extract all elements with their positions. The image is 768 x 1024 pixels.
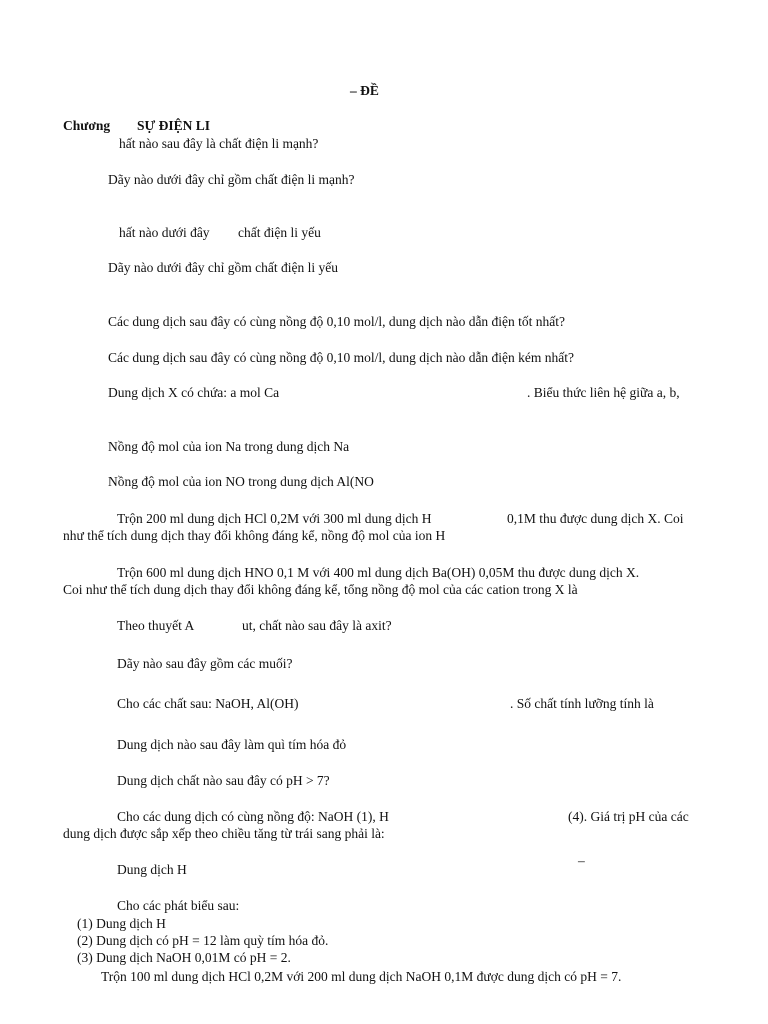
chapter-label: Chương [63,118,111,133]
question-10-part-b: 0,1M thu được dung dịch X. Coi [507,511,684,526]
question-10-part-c: như thể tích dung dịch thay đổi không đáng kể, nồng độ mol của ion H [63,528,446,543]
question-12-part-b: ut, chất nào sau đây là axit? [242,618,392,633]
statement-4: Trộn 100 ml dung dịch HCl 0,2M với 200 ml dung dịch NaOH 0,1M được dung dịch có pH = 7. [101,969,622,984]
question-17-part-c: dung dịch được sắp xếp theo chiều tăng từ trái sang phải là: [63,826,385,841]
question-18-part-a: Dung dịch H [117,862,187,877]
question-8: Nồng độ mol của ion Na trong dung dịch Na [108,439,350,454]
question-14-part-a: Cho các chất sau: NaOH, Al(OH) [117,696,299,711]
question-1: hất nào sau đây là chất điện li mạnh? [119,136,319,151]
question-9: Nồng độ mol của ion NO trong dung dịch Al(NO [108,474,374,489]
question-11-line-1: Trộn 600 ml dung dịch HNO 0,1 M với 400 ml dung dịch Ba(OH) 0,05M thu được dung dịch X. [117,565,640,580]
question-17-part-b: (4). Giá trị pH của các [568,809,689,824]
question-15: Dung dịch nào sau đây làm quì tím hóa đỏ [117,737,347,752]
question-16: Dung dịch chất nào sau đây có pH > 7? [117,773,330,788]
question-7-part-a: Dung dịch X có chứa: a mol Ca [108,385,280,400]
statement-3: (3) Dung dịch NaOH 0,01M có pH = 2. [77,950,291,965]
question-5: Các dung dịch sau đây có cùng nồng độ 0,10 mol/l, dung dịch nào dẫn điện tốt nhất? [108,314,566,329]
question-14-part-b: . Số chất tính lưỡng tính là [510,696,654,711]
question-6: Các dung dịch sau đây có cùng nồng độ 0,10 mol/l, dung dịch nào dẫn điện kém nhất? [108,350,575,365]
question-7-part-b: . Biểu thức liên hệ giữa a, b, [527,385,680,400]
question-10-part-a: Trộn 200 ml dung dịch HCl 0,2M với 300 ml dung dịch H [117,511,432,526]
doc-title: – ĐỀ [350,83,379,98]
question-2: Dãy nào dưới đây chỉ gồm chất điện li mạnh? [108,172,355,187]
question-11-line-2: Coi như thể tích dung dịch thay đổi không đáng kể, tổng nồng độ mol của các cation trong X là [63,582,578,597]
question-3-part-b: chất điện li yếu [238,225,321,240]
question-12-part-a: Theo thuyết A [117,618,195,633]
chapter-name: SỰ ĐIỆN LI [137,118,211,133]
question-13: Dãy nào sau đây gồm các muối? [117,656,293,671]
statement-2: (2) Dung dịch có pH = 12 làm quỳ tím hóa đỏ. [77,933,329,948]
question-18-part-b: – [578,853,585,868]
question-17-part-a: Cho các dung dịch có cùng nồng độ: NaOH (1), H [117,809,389,824]
question-3-part-a: hất nào dưới đây [119,225,210,240]
question-19: Cho các phát biểu sau: [117,898,240,913]
question-4: Dãy nào dưới đây chỉ gồm chất điện li yếu [108,260,339,275]
statement-1: (1) Dung dịch H [77,916,166,931]
